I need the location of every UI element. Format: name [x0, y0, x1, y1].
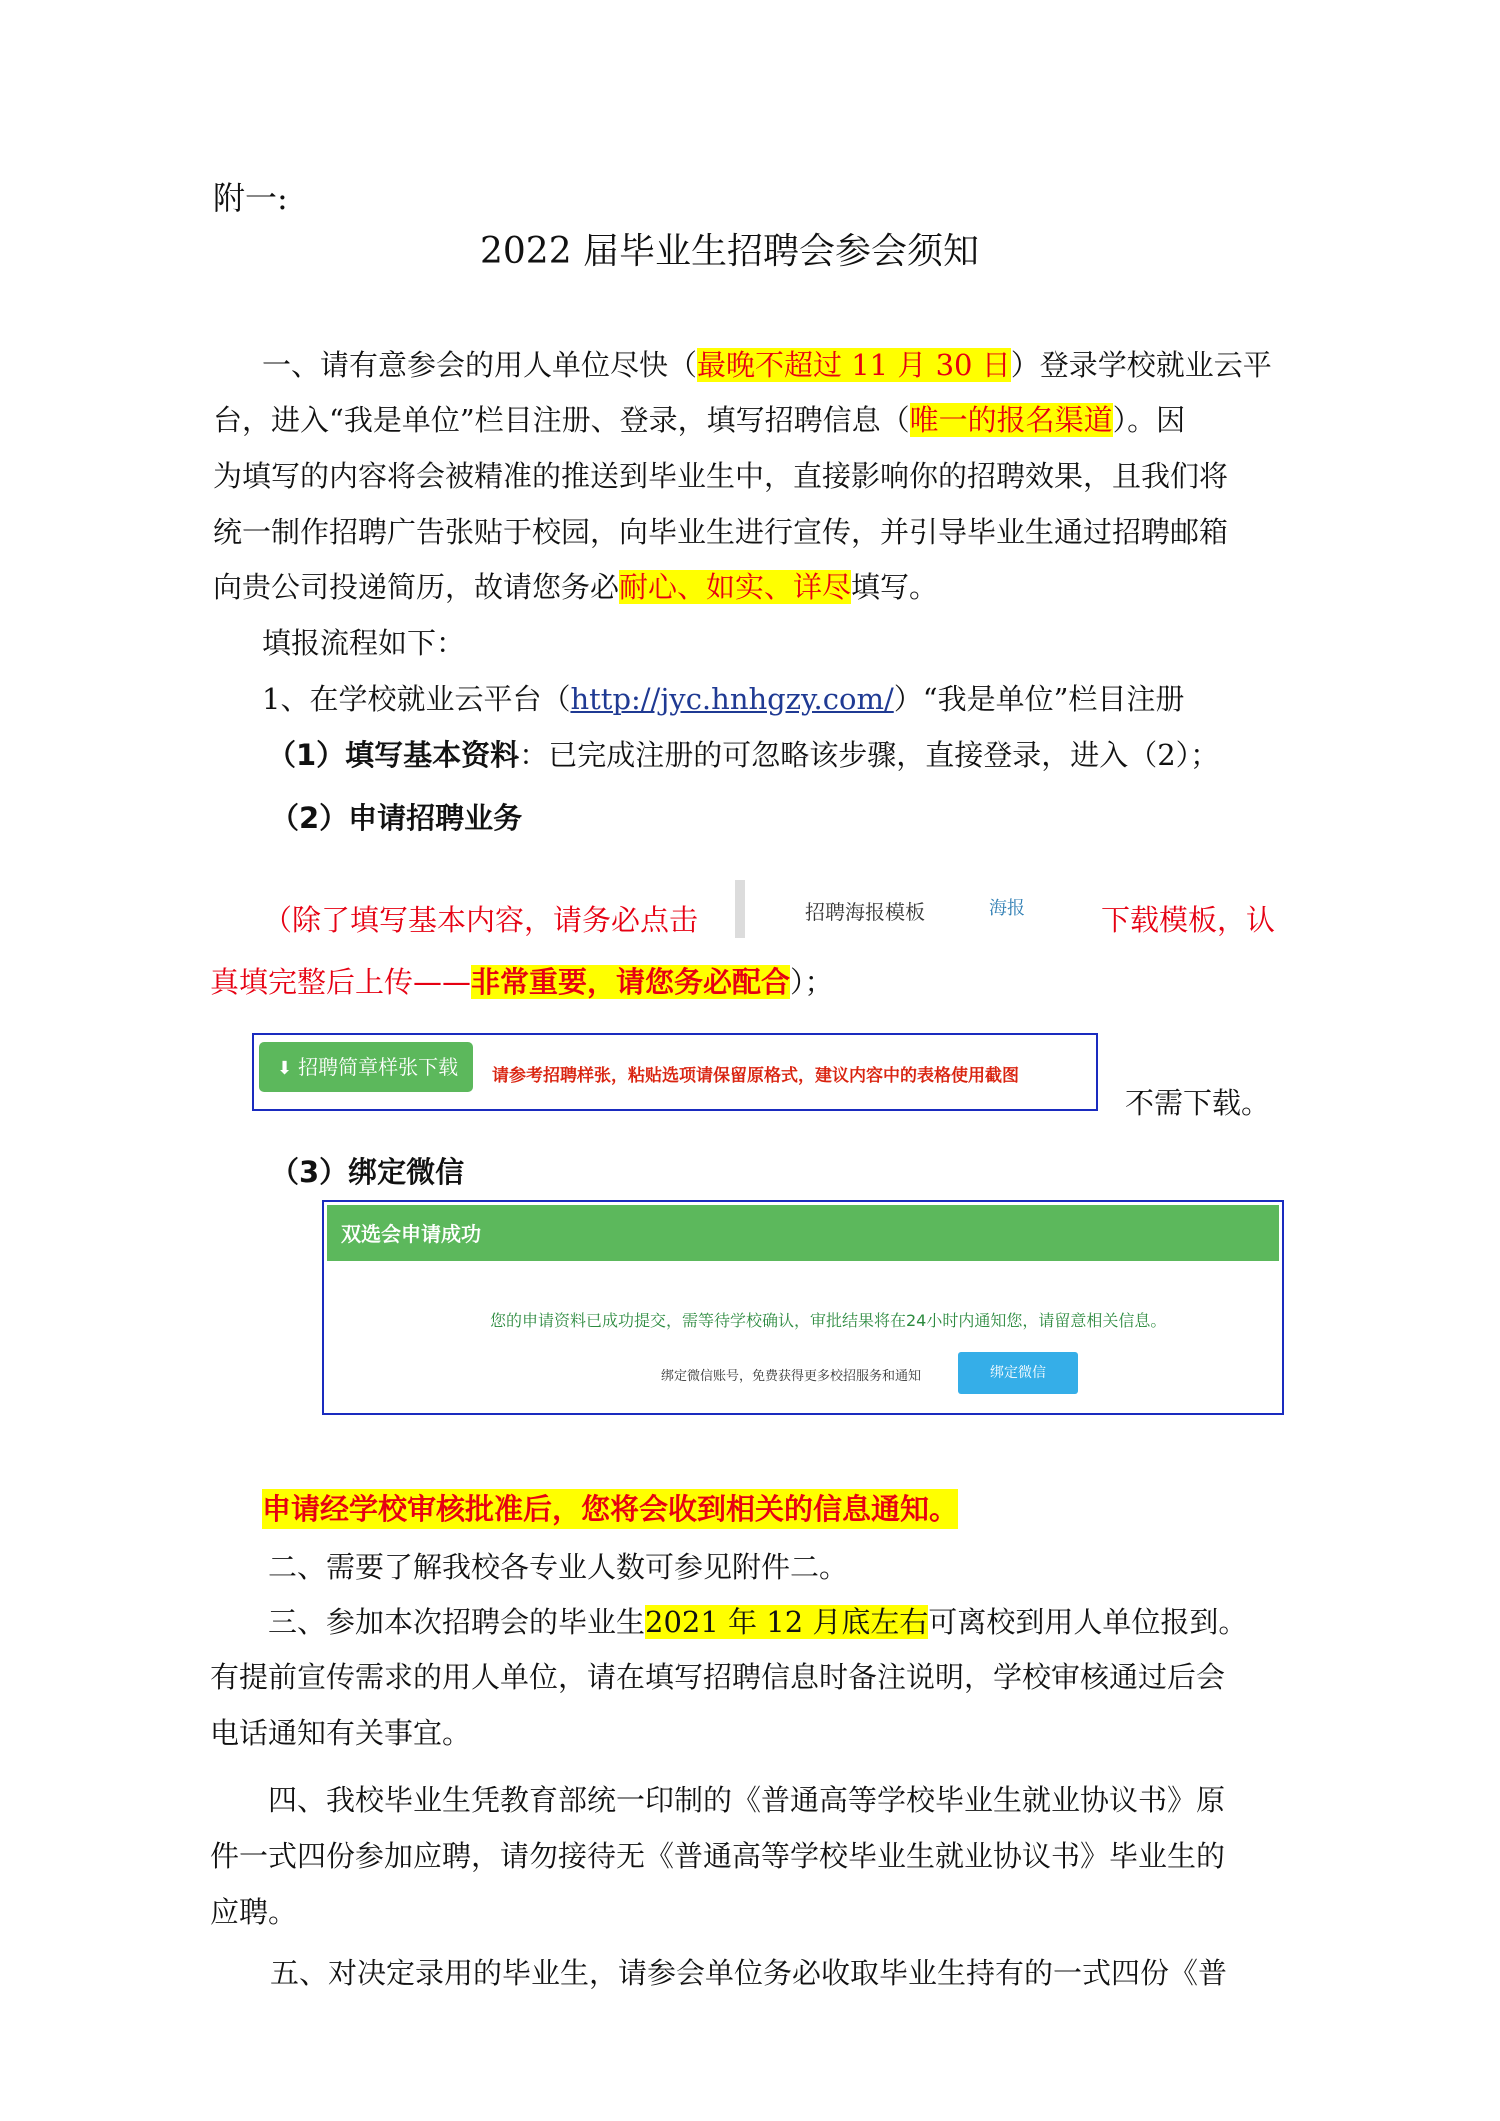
s1-line3: 为填写的内容将会被精准的推送到毕业生中，直接影响你的招聘效果，且我们将	[213, 459, 1229, 493]
download-sample-button[interactable]	[259, 1042, 473, 1092]
approval-highlight: 申请经学校审核批准后，您将会收到相关的信息通知。	[262, 1489, 958, 1529]
tab-poster-template[interactable]: 招聘海报模板	[805, 900, 925, 924]
sub3-label: （3）绑定微信	[270, 1155, 465, 1189]
s3-line1	[268, 1602, 1247, 1642]
deadline-highlight: 最晚不超过 11 月 30 日	[697, 348, 1011, 382]
s4-line1: 四、我校毕业生凭教育部统一印制的《普通高等学校毕业生就业协议书》原	[268, 1783, 1226, 1817]
note-line1-a: （除了填写基本内容，请务必点击	[263, 903, 699, 937]
s5-line1: 五、对决定录用的毕业生，请参会单位务必收取毕业生持有的一式四份《普	[270, 1956, 1228, 1990]
s1-line2	[213, 400, 1185, 440]
important-highlight: 非常重要，请您务必配合	[471, 965, 791, 999]
s1-text-h: 填写。	[851, 570, 939, 604]
channel-highlight: 唯一的报名渠道	[909, 403, 1113, 437]
s1-text-a: 一、请有意参会的用人单位尽快（	[262, 348, 698, 382]
heading: 附一:	[213, 179, 288, 217]
sub1-text: ：已完成注册的可忽略该步骤，直接登录，进入（2）；	[519, 738, 1220, 772]
s1-text-b: ）登录学校就业云平	[1010, 348, 1272, 382]
success-message: 您的申请资料已成功提交，需等待学校确认，审批结果将在24小时内通知您，请留意相关信息。	[490, 1311, 1167, 1330]
date-highlight: 2021 年 12 月底左右	[645, 1605, 929, 1639]
step1-text-a: 1、在学校就业云平台（	[262, 682, 571, 716]
sub2-label: （2）申请招聘业务	[270, 801, 523, 835]
flow-title: 填报流程如下：	[262, 626, 466, 660]
s1-text-c: 台，进入“我是单位”栏目注册、登录，填写招聘信息（	[213, 403, 910, 437]
s1-line4: 统一制作招聘广告张贴于校园，向毕业生进行宣传，并引导毕业生通过招聘邮箱	[213, 515, 1229, 549]
template-tabbar-screenshot	[735, 880, 1120, 938]
sub1-line	[267, 735, 1219, 775]
tab-separator	[735, 880, 745, 938]
note-text-c: 真填完整后上传——	[210, 965, 472, 999]
no-download-text: 不需下载。	[1125, 1086, 1271, 1120]
emphasis-highlight: 耐心、如实、详尽	[619, 570, 852, 604]
s3-text-a: 三、参加本次招聘会的毕业生	[268, 1605, 646, 1639]
s4-line2: 件一式四份参加应聘，请勿接待无《普通高等学校毕业生就业协议书》毕业生的	[210, 1839, 1226, 1873]
download-button-label: 招聘简章样张下载	[298, 1055, 459, 1079]
s3-text-b: 可离校到用人单位报到。	[928, 1605, 1248, 1639]
bind-wechat-text: 绑定微信账号，免费获得更多校招服务和通知	[661, 1369, 922, 1384]
note-line2	[210, 962, 834, 1002]
s4-line3: 应聘。	[210, 1895, 298, 1929]
page-title: 2022 届毕业生招聘会参会须知	[480, 231, 980, 272]
download-note: 请参考招聘样张，粘贴选项请保留原格式，建议内容中的表格使用截图	[492, 1066, 1019, 1086]
bind-wechat-button[interactable]: 绑定微信	[958, 1352, 1078, 1394]
s2-line: 二、需要了解我校各专业人数可参见附件二。	[268, 1550, 849, 1584]
step1-text-b: ）“我是单位”栏目注册	[893, 682, 1185, 716]
note-line1-b: 下载模板，认	[1101, 903, 1276, 937]
s1-text-g: 向贵公司投递简历，故请您务必	[213, 570, 620, 604]
sub1-label: （1）填写基本资料	[267, 738, 520, 772]
note-text-d: ）；	[790, 965, 834, 999]
success-header-text: 双选会申请成功	[341, 1222, 481, 1246]
success-header	[327, 1205, 1279, 1261]
success-panel-screenshot	[322, 1200, 1284, 1415]
download-icon: ⬇	[277, 1058, 293, 1079]
s3-line2: 有提前宣传需求的用人单位，请在填写招聘信息时备注说明，学校审核通过后会	[210, 1660, 1226, 1694]
platform-link[interactable]: http://jyc.hnhgzy.com/	[570, 682, 894, 716]
tab-poster[interactable]: 海报	[989, 898, 1025, 919]
s3-line3: 电话通知有关事宜。	[210, 1716, 472, 1750]
s1-line1	[262, 345, 1272, 385]
download-screenshot	[252, 1033, 1098, 1111]
s1-text-d: ）。因	[1112, 403, 1186, 437]
step1-line	[262, 679, 1184, 719]
s1-line5	[213, 567, 938, 607]
